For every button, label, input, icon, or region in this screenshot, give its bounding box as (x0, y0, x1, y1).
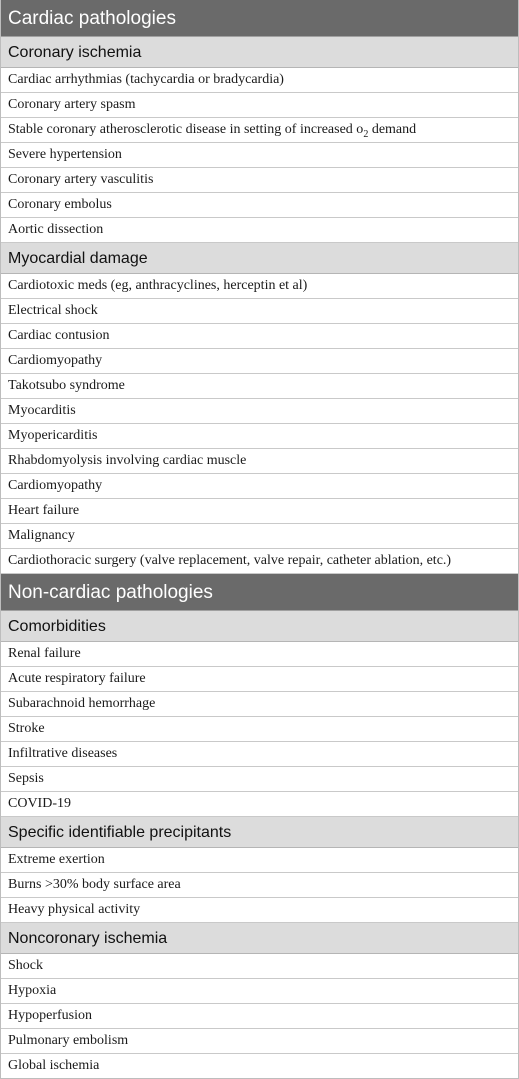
table-row: Myocarditis (1, 399, 518, 424)
table-row: COVID-19 (1, 792, 518, 817)
section-header-cardiac: Cardiac pathologies (1, 0, 518, 37)
table-row: Shock (1, 954, 518, 979)
table-row: Hypoxia (1, 979, 518, 1004)
table-row: Infiltrative diseases (1, 742, 518, 767)
table-row: Cardiomyopathy (1, 349, 518, 374)
table-row: Subarachnoid hemorrhage (1, 692, 518, 717)
table-row: Malignancy (1, 524, 518, 549)
table-row: Acute respiratory failure (1, 667, 518, 692)
table-row: Stable coronary atherosclerotic disease in setting of increased $o_2$ demand (1, 118, 518, 143)
table-row: Severe hypertension (1, 143, 518, 168)
table-row: Myopericarditis (1, 424, 518, 449)
table-row: Stroke (1, 717, 518, 742)
table-row: Aortic dissection (1, 218, 518, 243)
table-row: Electrical shock (1, 299, 518, 324)
group-header-myocardial-damage: Myocardial damage (1, 243, 518, 274)
group-header-coronary-ischemia: Coronary ischemia (1, 37, 518, 68)
group-header-noncoronary-ischemia: Noncoronary ischemia (1, 923, 518, 954)
table-row: Takotsubo syndrome (1, 374, 518, 399)
table-row: Cardiothoracic surgery (valve replacement, valve repair, catheter ablation, etc.) (1, 549, 518, 574)
table-row: Burns >30% body surface area (1, 873, 518, 898)
table-row: Sepsis (1, 767, 518, 792)
table-row: Cardiac arrhythmias (tachycardia or bradycardia) (1, 68, 518, 93)
table-row: Pulmonary embolism (1, 1029, 518, 1054)
table-row: Renal failure (1, 642, 518, 667)
table-row: Heart failure (1, 499, 518, 524)
table-row: Coronary artery vasculitis (1, 168, 518, 193)
table-row: Cardiomyopathy (1, 474, 518, 499)
table-row: Extreme exertion (1, 848, 518, 873)
section-header-non-cardiac: Non-cardiac pathologies (1, 574, 518, 611)
table-row: Rhabdomyolysis involving cardiac muscle (1, 449, 518, 474)
group-header-comorbidities: Comorbidities (1, 611, 518, 642)
table-row: Heavy physical activity (1, 898, 518, 923)
table-row: Global ischemia (1, 1054, 518, 1079)
table-row: Coronary artery spasm (1, 93, 518, 118)
table-row: Cardiac contusion (1, 324, 518, 349)
table-row: Coronary embolus (1, 193, 518, 218)
table-row: Cardiotoxic meds (eg, anthracyclines, herceptin et al) (1, 274, 518, 299)
group-header-specific-precipitants: Specific identifiable precipitants (1, 817, 518, 848)
table-row: Hypoperfusion (1, 1004, 518, 1029)
